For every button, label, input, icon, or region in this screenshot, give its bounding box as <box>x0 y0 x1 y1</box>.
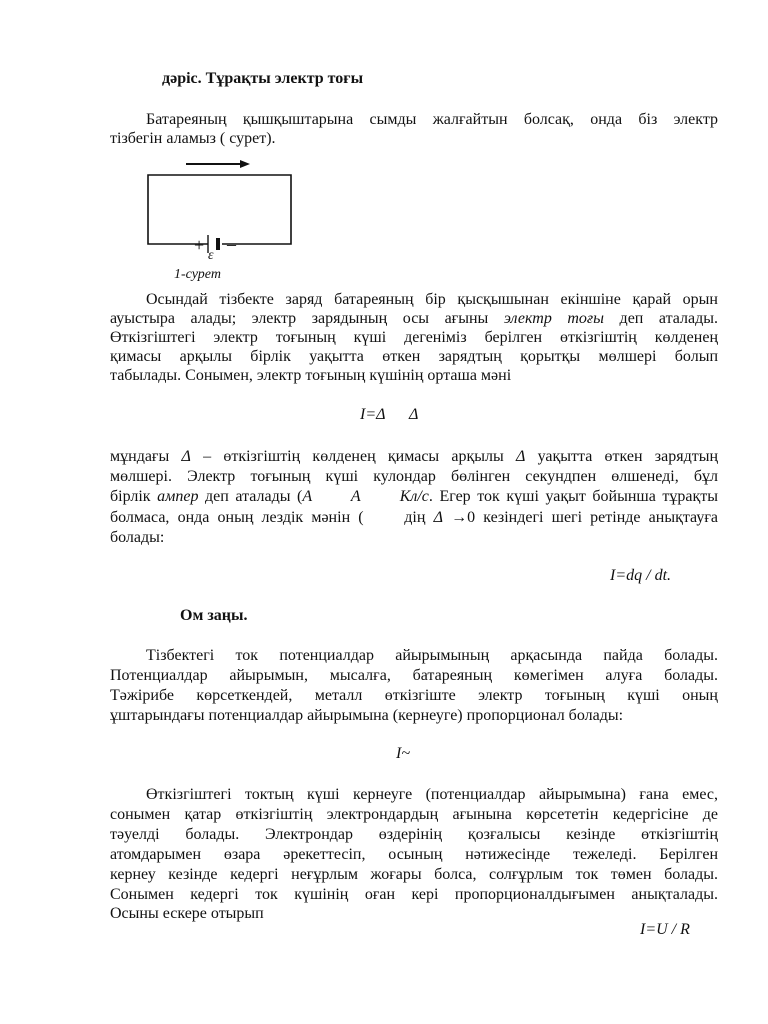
ohm-law-heading: Ом заңы. <box>180 607 248 624</box>
paragraph-2-line-5: табылады. Сонымен, электр тоғының күшінің орташа мәні <box>110 367 512 384</box>
paragraph-3-line-3: бірлік ампер деп аталады (A A Кл/с. Егер ток күші уақыт бойынша тұрақты <box>110 488 719 505</box>
paragraph-4-line-1: Тізбектегі ток потенциалдар айырымының арқасында пайда болады. <box>146 647 718 664</box>
formula-instant-current: I=dq / dt. <box>610 567 672 584</box>
paragraph-5-line-5: кернеу кезінде кедергі неғұрлым жоғары болса, солғұрлым ток төмен болады. <box>110 866 718 883</box>
circuit-diagram <box>140 155 300 285</box>
paragraph-5-line-3: тәуелді болады. Электрондар өздерінің қозғалысы кезінде өткізгіштің <box>110 826 718 843</box>
paragraph-4-line-2: Потенциалдар айырымын, мысалға, батареяның көмегімен алуға болады. <box>110 667 718 684</box>
paragraph-4-line-4: ұштарындағы потенциалдар айырымына (кернеуге) пропорционал болады: <box>110 707 624 724</box>
formula-proportional: I~ <box>396 745 410 762</box>
paragraph-2-line-2: ауыстыра алады; электр зарядының осы ағыны электр тоғы деп аталады. <box>110 310 718 327</box>
paragraph-2-line-1: Осындай тізбекте заряд батареяның бір қысқышынан екіншіне қарай орын <box>146 291 718 308</box>
lecture-heading: дәріс. Тұрақты электр тоғы <box>162 70 364 87</box>
paragraph-1-line-2: тізбегін аламыз ( сурет). <box>110 130 276 147</box>
plus-sign: + <box>194 235 205 255</box>
paragraph-5-line-2: сонымен қатар өткізгіштің электрондардың ағынына көрсететін кедергісіне де <box>110 806 718 823</box>
formula-ohm-law: I=U / R <box>640 921 690 938</box>
paragraph-4-line-3: Тәжірибе көрсеткендей, металл өткізгіште электр тоғының күші оның <box>110 687 718 704</box>
formula-average-current: I=Δ Δ <box>360 406 419 423</box>
term-ampere: ампер <box>157 488 199 505</box>
paragraph-3-line-1: мұндағы Δ – өткізгіштің көлденең қимасы арқылы Δ уақытта өткен зарядтың <box>110 448 719 465</box>
paragraph-2-line-3: Өткізгіштегі электр тоғының күші дегеніміз берілген өткізгіштің көлденең <box>110 329 718 346</box>
paragraph-3-line-2: мөлшері. Электр тоғының күші кулондар бөлінген секундпен өлшенеді, бұл <box>110 468 718 485</box>
minus-sign: – <box>227 234 236 254</box>
paragraph-5-line-7: Осыны ескере отырып <box>110 905 264 922</box>
term-electric-current: электр тоғы <box>503 310 604 327</box>
paragraph-1-line-1: Батареяның қышқыштарына сымды жалғайтын болсақ, онда біз электр <box>146 111 718 128</box>
paragraph-2-line-4: қимасы арқылы бірлік уақытта өткен зарядтың қорытқы мөлшері болып <box>110 348 718 365</box>
current-arrow-head <box>240 160 250 168</box>
paragraph-5-line-6: Сонымен кедергі ток күшінің оған кері пропорционалдығымен анықталады. <box>110 886 718 903</box>
emf-label: ε <box>208 248 214 263</box>
paragraph-3-line-4: болмаса, онда оның лездік мәнін ( дің Δ →0 кезіндегі шегі ретінде анықтауға <box>110 509 718 526</box>
circuit-wire <box>148 175 291 244</box>
figure-caption: 1-сурет <box>174 267 221 282</box>
paragraph-5-line-1: Өткізгіштегі токтың күші кернеуге (потенциалдар айырымына) ғана емес, <box>146 786 718 803</box>
paragraph-5-line-4: атомдарымен өзара әрекеттесіп, осының нәтижесінде тежеледі. Берілген <box>110 846 718 863</box>
paragraph-3-line-5: болады: <box>110 529 165 546</box>
